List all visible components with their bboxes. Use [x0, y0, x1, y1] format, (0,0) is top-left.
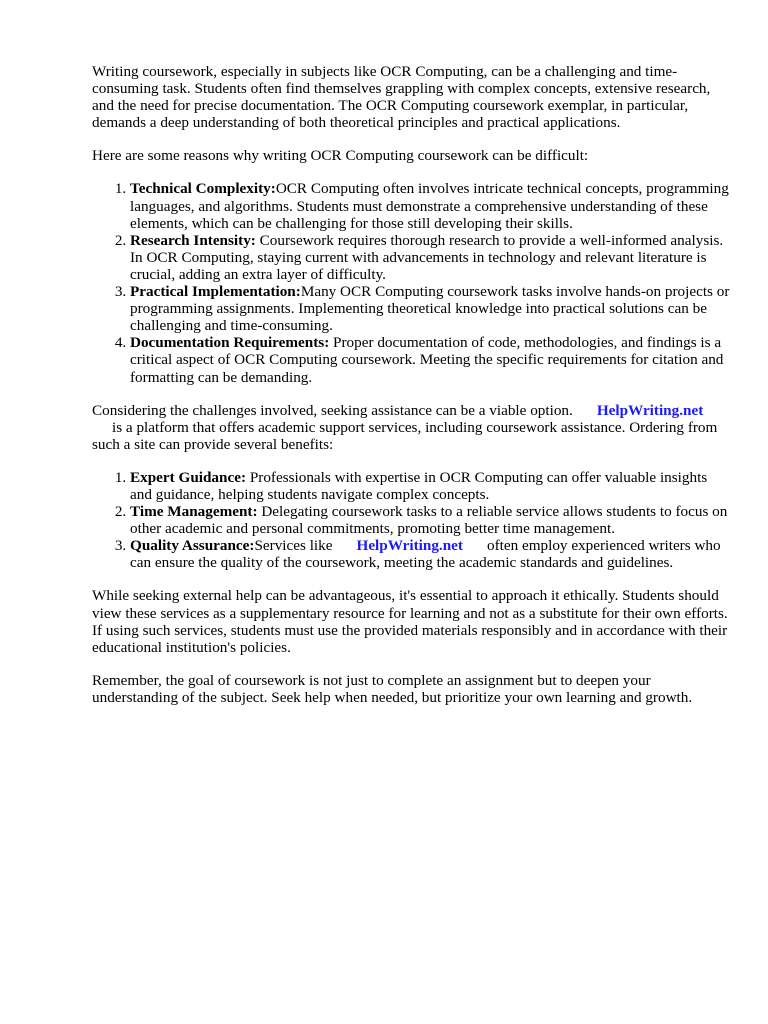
list-item-text: Proper documentation of code, methodologies, and findings is a critical aspect of OCR Computing coursework. Meeting the specific requirements for citation and formatting can be demanding. — [130, 334, 724, 386]
ethics-paragraph: While seeking external help can be advantageous, it's essential to approach it ethically. Students should view these services as a supplementary resource for learning and not as a substitute for their own efforts. If using such services, students must use the provided materials responsibly and in accordance with their educational institution's policies. — [92, 587, 728, 656]
list-item-term: Documentation Requirements: — [130, 334, 330, 352]
list-item — [130, 469, 732, 503]
list-item-term: Expert Guidance: — [130, 468, 247, 486]
list-item-term: Quality Assurance: — [130, 537, 255, 555]
list-item-term: Time Management: — [130, 503, 258, 521]
helpwriting-link[interactable]: HelpWriting.net — [596, 401, 704, 419]
intro-paragraph: Writing coursework, especially in subjects like OCR Computing, can be a challenging and time-consuming task. Students often find themselves grappling with complex concepts, extensive research, and the need for precise documentation. The OCR Computing coursework exemplar, in particular, demands a deep understanding of both theoretical principles and practical applications. — [92, 63, 711, 132]
list-item-term: Practical Implementation: — [130, 283, 301, 301]
assistance-paragraph — [92, 402, 732, 453]
list-item — [130, 537, 732, 571]
list-item-text: Coursework requires thorough research to provide a well-informed analysis. In OCR Computing, staying current with advancements in technology and relevant literature is crucial, adding an extra layer of difficulty. — [130, 231, 724, 283]
assistance-text-before: Considering the challenges involved, seeking assistance can be a viable option. — [92, 401, 573, 419]
list-item-term: Research Intensity: — [130, 231, 256, 249]
helpwriting-link[interactable]: HelpWriting.net — [356, 537, 463, 555]
assistance-text-after: is a platform that offers academic support services, including coursework assistance. Ordering from such a site can provide several benefits: — [92, 418, 718, 453]
document-body — [92, 63, 732, 722]
list-item-term: Technical Complexity: — [130, 180, 276, 198]
list-item — [130, 283, 732, 334]
list-item — [130, 334, 732, 385]
list-item — [130, 232, 732, 283]
reasons-lead: Here are some reasons why writing OCR Computing coursework can be difficult: — [92, 147, 589, 165]
list-item-text-after: often employ experienced writers who can ensure the quality of the coursework, meeting the academic standards and guidelines. — [130, 537, 721, 572]
list-item — [130, 180, 732, 231]
benefits-list — [92, 469, 732, 572]
closing-paragraph: Remember, the goal of coursework is not just to complete an assignment but to deepen your understanding of the subject. Seek help when needed, but prioritize your own learning and growth. — [92, 671, 693, 706]
list-item-text: Delegating coursework tasks to a reliable service allows students to focus on other academic and personal commitments, promoting better time management. — [130, 503, 728, 538]
reasons-list — [92, 180, 732, 385]
list-item-text: Professionals with expertise in OCR Computing can offer valuable insights and guidance, helping students navigate complex concepts. — [130, 468, 708, 503]
list-item-text-before: Services like — [254, 537, 333, 555]
list-item-text: Many OCR Computing coursework tasks involve hands-on projects or programming assignments. Implementing theoretical knowledge into practical solutions can be challenging and time-consuming. — [130, 283, 730, 335]
list-item-text: OCR Computing often involves intricate technical concepts, programming languages, and algorithms. Students must demonstrate a comprehensive understanding of these elements, which can be challenging for those still developing their skills. — [130, 180, 729, 232]
list-item — [130, 503, 732, 537]
